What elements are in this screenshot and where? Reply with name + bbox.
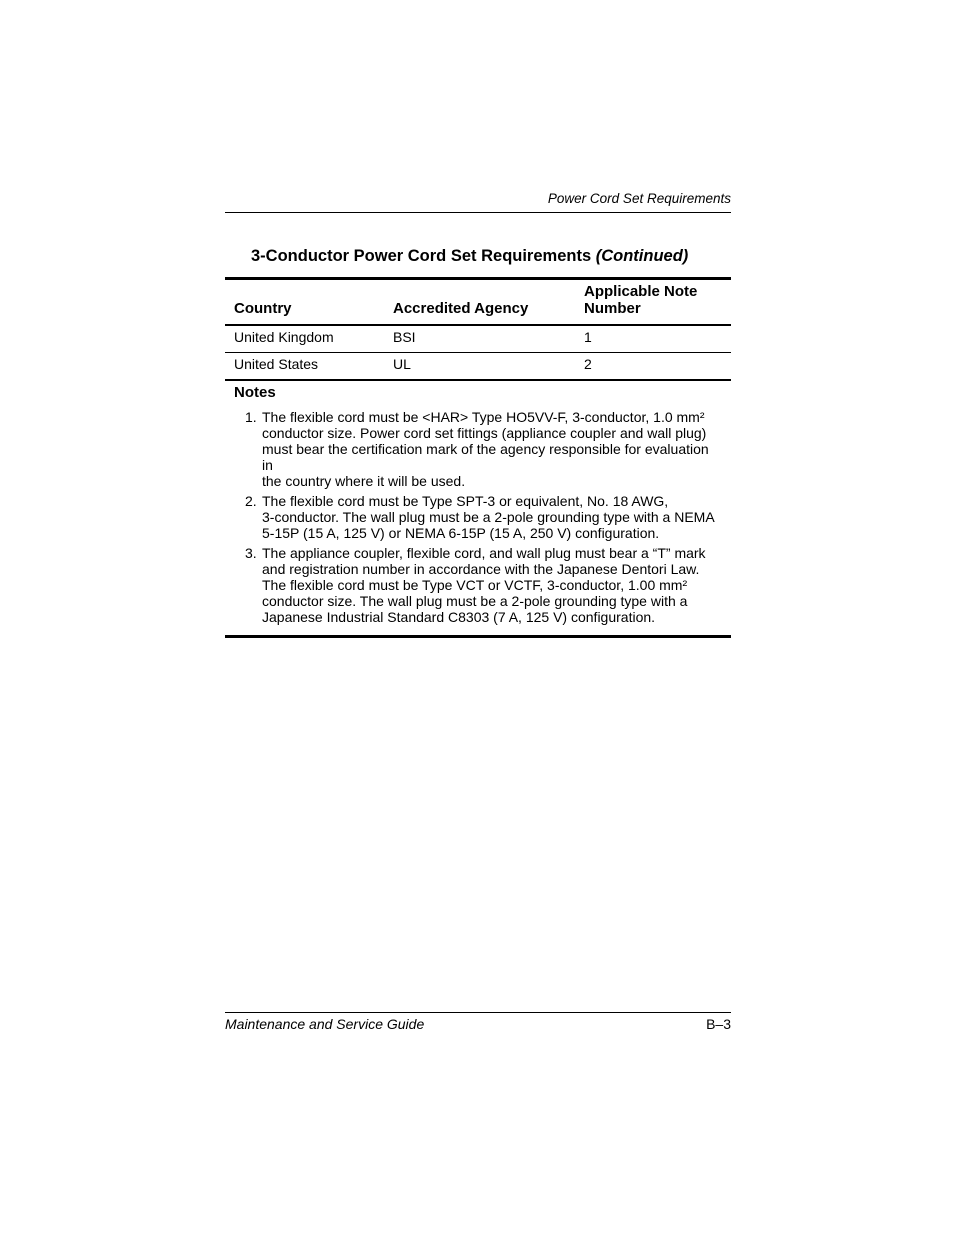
notes-title: Notes [234,384,276,401]
note-number: 2. [245,493,257,509]
table-title-continued: (Continued) [595,247,689,265]
note-item [225,493,731,541]
note-number: 1. [245,409,257,425]
table-row [225,326,731,352]
note-line: The flexible cord must be Type SPT-3 or equivalent, No. 18 AWG, [262,493,669,509]
note-line: 5-15P (15 A, 125 V) or NEMA 6-15P (15 A, 250 V) configuration. [262,525,660,541]
table-bottom-rule [225,635,731,638]
note-item [225,409,731,489]
note-number: 3. [245,545,257,561]
footer-guide-title: Maintenance and Service Guide [225,1016,425,1032]
notes-list [225,409,731,625]
column-header-note-line1: Applicable Note [584,283,698,300]
column-header-country: Country [234,300,292,317]
note-line: conductor size. Power cord set fittings (appliance coupler and wall plug) [262,425,707,441]
note-line: conductor size. The wall plug must be a 2-pole grounding type with a [262,593,688,609]
table-title [251,247,688,266]
note-line: the country where it will be used. [262,473,466,489]
note-line: 3-conductor. The wall plug must be a 2-pole grounding type with a NEMA [262,509,715,525]
note-line: must bear the certification mark of the agency responsible for evaluation in [262,441,709,473]
cell-country: United Kingdom [234,329,334,345]
column-header-note-line2: Number [584,300,641,317]
column-header-note [584,283,724,317]
note-line: The flexible cord must be Type VCT or VCTF, 3-conductor, 1.00 mm² [262,577,688,593]
note-line: The flexible cord must be <HAR> Type HO5VV-F, 3-conductor, 1.0 mm² [262,409,705,425]
notes-section [225,381,731,635]
table-row [225,353,731,379]
table-header-row [225,280,731,324]
cell-agency: BSI [393,329,416,345]
running-footer [225,1012,731,1032]
column-header-agency: Accredited Agency [393,300,529,317]
cell-agency: UL [393,356,411,372]
running-header-text: Power Cord Set Requirements [547,191,731,206]
footer-page-number: B–3 [706,1016,731,1032]
requirements-table [225,277,731,638]
running-header [225,190,731,213]
table-title-text: 3-Conductor Power Cord Set Requirements [251,247,592,265]
note-line: Japanese Industrial Standard C8303 (7 A, 125 V) configuration. [262,609,656,625]
cell-note: 1 [584,329,592,345]
cell-country: United States [234,356,319,372]
cell-note: 2 [584,356,592,372]
note-item [225,545,731,625]
note-line: and registration number in accordance with the Japanese Dentori Law. [262,561,700,577]
note-line: The appliance coupler, flexible cord, and wall plug must bear a “T” mark [262,545,706,561]
